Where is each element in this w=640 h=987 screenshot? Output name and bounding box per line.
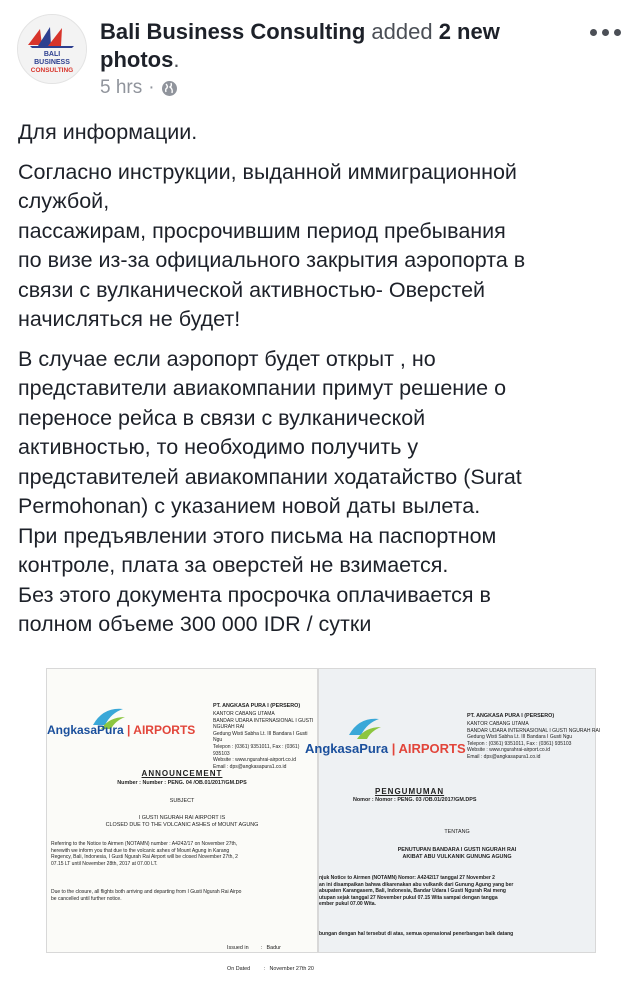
announcement-body: njuk Notice to Airmen (NOTAMN) Nomor: A4242/17 tanggal 27 November 2 an ini disampaikan bahwa dikarenakan abu vulkanik dari Gunung Agung yang ber abupaten Karangasem, Bali, Indonesia, Bandar Udara I Gusti Ngurah Rai meng utupan sejak tanggal 27 November pukul 07.15 Wita sampai dengan tangga ember pukul 07.00 Wita. [319,875,514,908]
company-name: PT. ANGKASA PURA I (PERSERO) [467,713,555,719]
bali-business-consulting-logo [18,15,86,83]
subject-text: I GUSTI NGURAH RAI AIRPORT IS CLOSED DUE TO THE VOLCANIC ASHES of MOUNT AGUNG [105,815,259,828]
more-dot-icon [602,29,609,36]
more-dot-icon [614,29,621,36]
issued-info: Issued in : Badur On Dated : November 27th 20 [227,945,314,972]
logo-text-consulting: CONSULTING [30,67,74,74]
post-header [0,0,640,110]
post-meta [100,77,178,99]
globe-icon[interactable] [161,80,178,97]
author-name-link[interactable]: Bali Business Consulting [100,19,366,44]
avatar[interactable] [17,14,87,84]
post-paragraph: В случае если аэропорт будет открыт , но представители авиакомпании примут решение о переносе рейса в связи с вулканической активностью, то необходимо получить у представителей авиакомпании ходатайство (Surat Permohonan) с указанием новой даты вылета. При предъявлении этого письма на паспортном контроле, плата за оверстей не взимается. Без этого документа просрочка оплачивается в полном объеме 300 000 IDR / сутки [18,346,522,636]
announcement-title: ANNOUNCEMENT [141,769,223,778]
subject-text: PENUTUPAN BANDARA I GUSTI NGURAH RAI AKIBAT ABU VULKANIK GUNUNG AGUNG [397,847,517,860]
announcement-number: Number : Number : PENG. 04 /OB.01/2017/GM.DPS [117,780,247,786]
angkasa-pura-logo-text: AngkasaPura | AIRPORTS [47,723,196,737]
logo-text-business: BUSINESS [34,59,70,66]
period-text: . [173,47,180,72]
more-dot-icon [590,29,597,36]
photo-announcement-indonesian[interactable] [305,668,601,953]
announcement-body: Referring to the Notice to Airmen (NOTAMN) number : A4242/17 on November 27th, herewith we inform you that due to the volcanic ashes of Mount Agung in Karang Regency, Bali, Indonesia, I Gusti Ngurah Rai Airport will be closed November 27th, 2 07.15 LT until November 28th, 2017 at 07.00 LT. [51,841,238,867]
post-paragraph: Для информации. [18,120,198,144]
photo-grid [0,668,640,972]
company-name: PT. ANGKASA PURA I (PERSERO) [213,703,301,709]
announcement-number: Nomor : Nomor : PENG. 03 /OB.01/2017/GM.DPS [353,797,477,803]
angkasa-pura-logo-icon [345,713,385,743]
photo-announcement-english[interactable] [46,668,318,972]
meta-separator: · [148,77,155,98]
subject-label: SUBJECT [169,798,195,804]
subject-label: TENTANG [444,829,470,835]
more-options-button[interactable] [583,20,627,44]
photo-count-link[interactable]: 2 new photos [100,19,500,72]
office-address: KANTOR CABANG UTAMA BANDAR UDARA INTERNASIONAL I GUSTI NGURAH RAI Gedung Wisti Sabha Lt. III Bandara I Gusti Ngu Telepon : (0361) 9351011, Fax : (0361) 935103 Website : www.ngurahrai-airport.co.id Email : dps@angkasapura1.co.id [213,711,314,770]
timestamp-link[interactable]: 5 hrs [100,77,143,98]
logo-text-bali: BALI [43,51,61,58]
closure-notice: bungan dengan hal tersebut di atas, semua operasional penerbangan baik datang [319,931,514,937]
angkasa-pura-logo-text: AngkasaPura | AIRPORTS [305,741,466,756]
post-paragraph: Согласно инструкции, выданной иммиграционной службой, пассажирам, просрочившим период пребывания по визе из-за официального закрытия аэропорта в связи с вулканической активностью- Оверстей начисляться не будет! [18,159,526,331]
action-text: added [371,19,433,44]
post-headline [100,18,570,74]
closure-notice: Due to the closure, all flights both arriving and departing from I Gusti Ngurah Rai Airpo be cancelled until further notice. [51,889,242,902]
office-address: KANTOR CABANG UTAMA BANDAR UDARA INTERNASIONAL I GUSTI NGURAH RAI Gedung Wisti Sabha Lt. III Bandara I Gusti Ngu Telepon : (0361) 9351011, Fax : (0361) 935103 Website : www.ngurahrai-airport.co.id Email : dps@angkasapura1.co.id [467,721,601,760]
post-body [18,118,624,650]
announcement-title: PENGUMUMAN [375,787,445,796]
